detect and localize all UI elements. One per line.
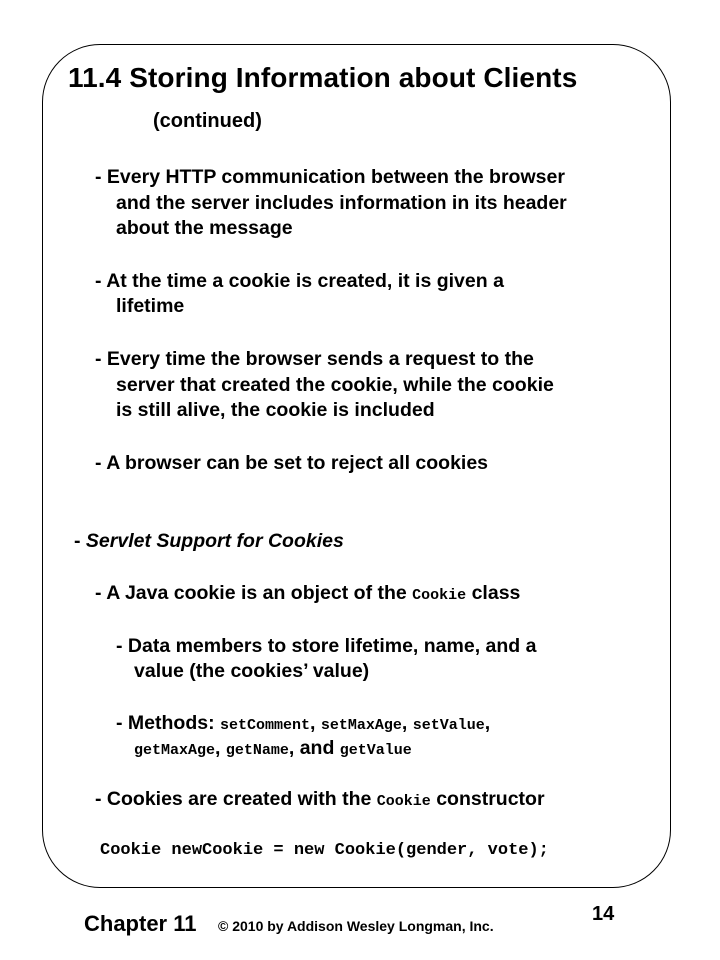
bullet-http-line3: about the message xyxy=(116,217,293,239)
methods-label: - Methods: xyxy=(116,712,220,734)
code-getmaxage: getMaxAge xyxy=(134,742,216,759)
bullet-constructor xyxy=(95,787,545,814)
bullet-request-line2: server that created the cookie, while the cookie xyxy=(116,374,554,396)
bullet-java-cookie-text-a: - A Java cookie is an object of the xyxy=(95,582,413,604)
slide-title: 11.4 Storing Information about Clients xyxy=(68,62,578,93)
methods-sep-2: , xyxy=(401,712,413,734)
code-cookie-constructor: Cookie xyxy=(376,793,431,810)
code-getname: getName xyxy=(225,742,289,759)
code-setcomment: setComment xyxy=(219,717,310,734)
code-cookie-class: Cookie xyxy=(412,587,467,604)
bullet-http-line2: and the server includes information in its header xyxy=(116,192,567,214)
bullet-reject: - A browser can be set to reject all cookies xyxy=(95,452,489,474)
methods-sep-3: , xyxy=(484,712,491,734)
bullet-data-members-line2: value (the cookies’ value) xyxy=(134,660,370,682)
code-getvalue: getValue xyxy=(339,742,412,759)
methods-sep-1: , xyxy=(310,712,321,734)
bullet-request-line1: - Every time the browser sends a request to the xyxy=(95,348,534,370)
bullet-request-line3: is still alive, the cookie is included xyxy=(116,399,435,421)
bullet-lifetime-line2: lifetime xyxy=(116,295,185,317)
code-example: Cookie newCookie = new Cookie(gender, vote); xyxy=(100,841,549,860)
bullet-data-members-line1: - Data members to store lifetime, name, and a xyxy=(116,635,537,657)
methods-sep-4: , xyxy=(215,737,226,759)
slide-subtitle: (continued) xyxy=(153,110,262,132)
code-setmaxage: setMaxAge xyxy=(320,717,402,734)
methods-sep-5: , and xyxy=(288,737,340,759)
footer-chapter: Chapter 11 xyxy=(84,911,197,936)
footer-copyright: © 2010 by Addison Wesley Longman, Inc. xyxy=(218,918,494,934)
footer-page-number: 14 xyxy=(592,903,615,925)
bullet-java-cookie-text-b: class xyxy=(466,582,521,604)
bullet-lifetime-line1: - At the time a cookie is created, it is given a xyxy=(95,270,504,292)
code-setvalue: setValue xyxy=(412,717,485,734)
section-heading-text: Servlet Support for Cookies xyxy=(85,530,344,552)
section-heading-dash: - xyxy=(74,530,86,552)
bullet-constructor-text-a: - Cookies are created with the xyxy=(95,788,377,810)
bullet-constructor-text-b: constructor xyxy=(430,788,545,810)
bullet-methods-line2 xyxy=(134,736,412,763)
bullet-http-line1: - Every HTTP communication between the browser xyxy=(95,166,565,188)
bullet-java-cookie xyxy=(95,581,520,608)
section-heading-servlet-support xyxy=(74,529,344,553)
bullet-methods-line1 xyxy=(116,711,490,738)
